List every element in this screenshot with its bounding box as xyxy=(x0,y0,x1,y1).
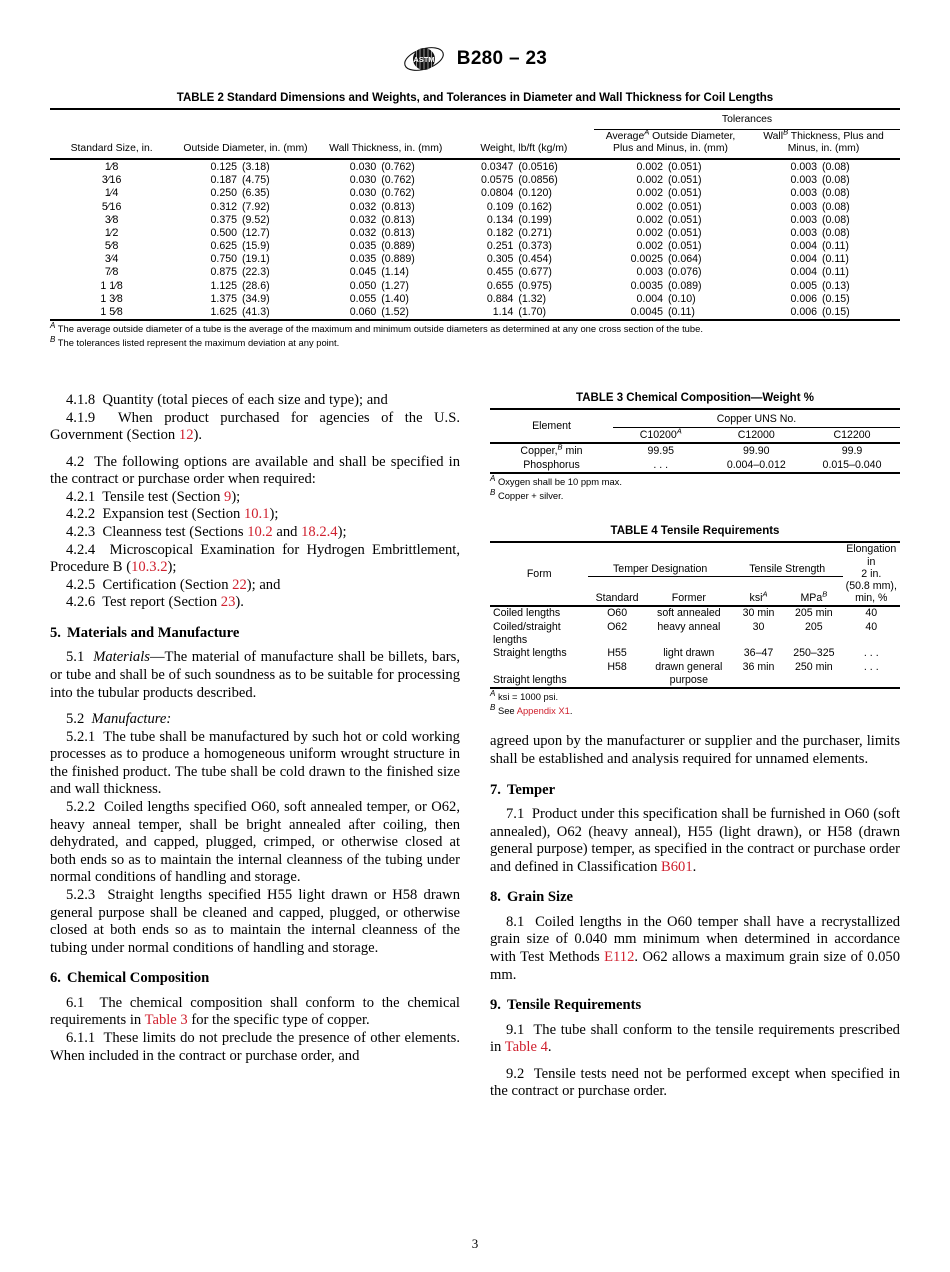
footnote-marker: A xyxy=(490,473,496,483)
table-2-tolerances-header: Tolerances xyxy=(594,109,900,130)
footnote-link[interactable]: Appendix X1 xyxy=(516,705,570,717)
table-4-footnotes xyxy=(490,688,900,718)
table-row xyxy=(50,253,900,266)
clause-number: 4.2.3 xyxy=(66,524,96,541)
cell-standard-size: 1⁄2 xyxy=(104,226,119,239)
clause-number: 5.2.1 xyxy=(66,728,96,745)
cell-mpa: 250–325 xyxy=(793,647,835,660)
table-3-col-element: Element xyxy=(532,419,571,432)
table-4-tensile-header: Tensile Strength xyxy=(732,542,843,576)
link-section-22[interactable]: 22 xyxy=(232,576,247,593)
table-row xyxy=(50,266,900,279)
cell-od-tolerance: 0.002 (0.051) xyxy=(636,174,702,187)
svg-text:ASTM: ASTM xyxy=(413,55,435,64)
footnote: B See Appendix X1. xyxy=(490,702,573,717)
cell-outside-diameter: 0.625 (15.9) xyxy=(210,240,270,253)
page-number: 3 xyxy=(471,1236,479,1251)
cell-outside-diameter: 0.312 (7.92) xyxy=(210,200,270,213)
clause-text: The following options are available and shall be specified in the contract or purchase order when required: xyxy=(50,453,460,488)
cell-former-temper: drawn general purpose xyxy=(655,661,723,686)
clause-number: 6.1 xyxy=(66,994,85,1011)
clause-number: 5.2 xyxy=(66,711,85,728)
table-row xyxy=(50,279,900,292)
table-4-bottom-rule xyxy=(490,688,900,689)
section-heading-9: 9. Tensile Requirements xyxy=(490,997,642,1014)
cell-wall-tolerance: 0.004 (0.11) xyxy=(790,266,849,279)
left-column xyxy=(50,392,460,1101)
cell-c10200: 99.95 xyxy=(647,445,675,457)
cell-od-tolerance: 0.002 (0.051) xyxy=(636,213,702,226)
cell-wall-thickness: 0.055 (1.40) xyxy=(349,292,409,305)
table-row xyxy=(50,292,900,305)
footnote-marker: B xyxy=(50,334,56,344)
paragraph-4-1-9: 4.1.9 When product purchased for agencies of the U.S. Government (Section 12). xyxy=(50,409,460,444)
cell-standard-size: 1⁄4 xyxy=(104,187,119,200)
table-2-body xyxy=(50,160,900,319)
table-3-col-c12200: C12200 xyxy=(833,428,871,441)
clause-number: 4.2.2 xyxy=(66,506,96,523)
cell-elong: 40 xyxy=(865,607,878,620)
clause-text: Straight lengths specified H55 light drawn or H58 drawn general purpose shall be cleaned and capped, plugged, or otherwise closed at both ends so as to maintain the internal cleanness of the tubing under normal conditions of handling and storage. xyxy=(50,886,460,956)
paragraph-5-2: 5.2 Manufacture: xyxy=(66,711,172,728)
cell-former-temper: heavy anneal xyxy=(657,621,721,634)
table-2-col-standard-size: Standard Size, in. xyxy=(70,143,153,155)
cell-weight: 0.109 (0.162) xyxy=(486,200,552,213)
clause-number: 4.2.4 xyxy=(66,541,96,558)
section-heading-7: 7. Temper xyxy=(490,781,556,798)
cell-outside-diameter: 0.750 (19.1) xyxy=(210,253,270,266)
cell-form: Coiled/straight lengths xyxy=(493,621,561,646)
table-4-body xyxy=(490,607,900,688)
table-row xyxy=(50,174,900,187)
paragraph-8-1: 8.1 Coiled lengths in the O60 temper shall have a recrystallized grain size of 0.040 mm minimum when determined in accordance with Test Methods E112. O62 allows a maximum grain size of 0.050 mm. xyxy=(490,913,901,983)
paragraph-4-2 xyxy=(50,454,460,489)
table-2-col-wall-tolerance: Wall$^B$ Thickness, Plus and Minus, in. (mm) xyxy=(763,127,884,155)
cell-former-temper: light drawn xyxy=(663,647,715,660)
table-3-container xyxy=(490,392,900,503)
link-section-10-1[interactable]: 10.1 xyxy=(243,506,270,523)
cell-weight: 0.884 (1.32) xyxy=(486,292,547,305)
astm-logo-icon xyxy=(403,44,445,74)
footnote-marker: A xyxy=(490,688,496,698)
cell-standard-size: 3⁄8 xyxy=(104,213,119,226)
clause-text: The tube shall be manufactured by such hot or cold working processes as to produce a homogeneous uniform wrought structure in the finished product. The tube shall be cold drawn to the finished size and wall thickness. xyxy=(50,728,460,798)
footnote-marker: B xyxy=(490,702,496,712)
paragraph-4-2-6: 4.2.6 Test report (Section 23). xyxy=(66,594,244,611)
cell-wall-tolerance: 0.003 (0.08) xyxy=(790,226,850,239)
table-row xyxy=(50,305,900,319)
cell-former-temper: soft annealed xyxy=(657,607,721,620)
table-3-footnotes xyxy=(490,473,900,503)
footnote xyxy=(490,490,900,502)
clause-text: Tensile tests need not be performed except when specified in the contract or purchase order. xyxy=(490,1065,900,1100)
table-row xyxy=(50,160,900,173)
clause-text: Coiled lengths specified O60, soft annealed temper, or O62, heavy anneal temper, shall be bright annealed after coiling, then dehydrated, and capped, plugged, crimped, or otherwise closed at both ends so as to maintain the internal cleanness of the tubing under normal conditions of handling and storage. xyxy=(50,799,461,886)
cell-standard-size: 1 1⁄8 xyxy=(100,279,123,292)
link-table-3[interactable]: Table 3 xyxy=(144,1012,188,1029)
cell-standard-temper: H58 xyxy=(607,661,627,674)
link-table-4[interactable]: Table 4 xyxy=(504,1039,548,1056)
paragraph-5-1: 5.1 Materials—The material of manufacture shall be billets, bars, or tube and shall be of such soundness as to be suitable for processing into the tubular products described. xyxy=(50,649,460,701)
cell-c12000: 0.004–0.012 xyxy=(726,459,786,471)
table-4-container xyxy=(490,525,900,718)
cell-standard-size: 3⁄4 xyxy=(104,253,119,266)
document-number: B280 – 23 xyxy=(456,48,548,69)
right-column xyxy=(490,392,900,1101)
cell-weight: 0.0347 (0.0516) xyxy=(480,160,558,173)
clause-number: 4.2.5 xyxy=(66,576,96,593)
clause-number: 6.1.1 xyxy=(66,1029,96,1046)
table-2-col-outside-diameter: Outside Diameter, in. (mm) xyxy=(183,143,308,155)
cell-wall-tolerance: 0.003 (0.08) xyxy=(790,200,850,213)
cell-element: Copper,$^B$ min xyxy=(520,442,583,457)
table-4-col-mpa: MPa$^B$ xyxy=(800,589,828,604)
cell-wall-tolerance: 0.003 (0.08) xyxy=(790,213,850,226)
link-section-18-2-4[interactable]: 18.2.4 xyxy=(301,524,338,541)
paragraph-9-1: 9.1 The tube shall conform to the tensile requirements prescribed in Table 4. xyxy=(490,1021,900,1056)
cell-weight: 0.0804 (0.120) xyxy=(480,187,552,200)
cell-wall-thickness: 0.030 (0.762) xyxy=(349,187,415,200)
table-row xyxy=(490,458,900,473)
table-4-title: TABLE 4 Tensile Requirements xyxy=(610,524,780,537)
table-2-group-header-row xyxy=(50,109,900,130)
cell-elong: . . . xyxy=(863,647,879,660)
clause-text: agreed upon by the manufacturer or supplier and the purchaser, limits shall be established and analysis required for unnamed elements. xyxy=(490,733,900,767)
clause-number: 8.1 xyxy=(506,913,525,930)
paragraph-4-2-4: 4.2.4 Microscopical Examination for Hydrogen Embrittlement, Procedure B (10.3.2); xyxy=(50,541,460,576)
clause-number: 4.2 xyxy=(66,453,85,470)
cell-standard-temper: O60 xyxy=(607,607,628,620)
footnote: A ksi = 1000 psi. xyxy=(490,688,559,702)
link-section-9[interactable]: 9 xyxy=(224,488,232,505)
table-3-bottom-rule xyxy=(490,473,900,474)
cell-weight: 0.134 (0.199) xyxy=(486,213,552,226)
cell-wall-tolerance: 0.003 (0.08) xyxy=(790,160,850,173)
footnote-text: Oxygen shall be 10 ppm max. xyxy=(495,476,622,487)
clause-number: 4.2.6 xyxy=(66,594,96,611)
cell-mpa: 205 xyxy=(805,621,823,634)
table-row xyxy=(50,200,900,213)
cell-outside-diameter: 1.375 (34.9) xyxy=(210,292,270,305)
paragraph-5-2-2 xyxy=(50,799,460,887)
cell-od-tolerance: 0.004 (0.10) xyxy=(636,292,696,305)
cell-weight: 0.182 (0.271) xyxy=(486,226,552,239)
cell-standard-temper: O62 xyxy=(607,621,628,634)
cell-od-tolerance: 0.002 (0.051) xyxy=(636,226,702,239)
table-row xyxy=(490,444,900,458)
table-3 xyxy=(490,408,900,474)
paragraph-6-1: 6.1 The chemical composition shall conform to the chemical requirements in Table 3 for the specific type of copper. xyxy=(50,994,460,1029)
cell-standard-size: 7⁄8 xyxy=(104,266,119,279)
document-header xyxy=(0,0,950,82)
cell-standard-size: 5⁄8 xyxy=(104,240,119,253)
link-e112[interactable]: E112 xyxy=(604,949,635,966)
table-4-col-former: Former xyxy=(671,591,706,604)
cell-wall-thickness: 0.050 (1.27) xyxy=(349,279,409,292)
cell-element: Phosphorus xyxy=(523,459,580,471)
clause-text: These limits do not preclude the presence of other elements. When included in the contract or purchase order, and xyxy=(50,1029,460,1064)
paragraph-4-2-2: 4.2.2 Expansion test (Section 10.1); xyxy=(66,506,279,523)
table-row xyxy=(490,647,900,661)
table-3-col-c12000: C12000 xyxy=(737,428,775,441)
cell-od-tolerance: 0.002 (0.051) xyxy=(636,240,702,253)
paragraph-6-1-1-continued xyxy=(490,733,900,768)
cell-c12000: 99.90 xyxy=(743,445,770,457)
table-4-col-ksi: ksi$^A$ xyxy=(749,589,768,604)
cell-c12200: 0.015–0.040 xyxy=(822,459,882,471)
table-3-body xyxy=(490,444,900,473)
table-4-temper-header: Temper Designation xyxy=(588,542,731,576)
cell-outside-diameter: 0.875 (22.3) xyxy=(210,266,270,279)
cell-wall-thickness: 0.032 (0.813) xyxy=(349,213,415,226)
cell-elong: 40 xyxy=(865,621,878,634)
cell-outside-diameter: 0.500 (12.7) xyxy=(210,226,270,239)
cell-wall-tolerance: 0.004 (0.11) xyxy=(790,240,849,253)
clause-number: 4.1.8 xyxy=(66,392,96,408)
table-4-group-header-row xyxy=(490,542,900,576)
table-2-container xyxy=(50,92,900,349)
section-heading-6: 6. Chemical Composition xyxy=(50,970,210,987)
clause-number: 4.1.9 xyxy=(66,409,96,426)
cell-standard-size: 3⁄16 xyxy=(101,174,122,187)
clause-number: 5.2.3 xyxy=(66,886,96,903)
table-4-col-standard: Standard xyxy=(595,591,639,604)
paragraph-4-2-1: 4.2.1 Tensile test (Section 9); xyxy=(66,488,241,505)
cell-wall-thickness: 0.035 (0.889) xyxy=(349,240,415,253)
cell-outside-diameter: 0.187 (4.75) xyxy=(210,174,270,187)
cell-wall-thickness: 0.060 (1.52) xyxy=(349,306,409,319)
cell-wall-tolerance: 0.004 (0.11) xyxy=(790,253,849,266)
table-3-group-header: Copper UNS No. xyxy=(613,409,900,427)
cell-weight: 0.251 (0.373) xyxy=(486,240,552,253)
cell-outside-diameter: 0.250 (6.35) xyxy=(210,187,270,200)
cell-od-tolerance: 0.002 (0.051) xyxy=(636,160,702,173)
table-row xyxy=(490,607,900,621)
footnote-text: Copper + silver. xyxy=(495,490,564,502)
table-2-col-avg-od-tolerance: Average$^A$ Outside Diameter, Plus and Minus, in. (mm) xyxy=(605,127,736,155)
cell-wall-thickness: 0.035 (0.889) xyxy=(349,253,415,266)
link-section-10-2[interactable]: 10.2 xyxy=(247,524,273,541)
cell-ksi: 30 min xyxy=(742,607,775,620)
clause-number: 9.2 xyxy=(506,1065,525,1082)
cell-od-tolerance: 0.003 (0.076) xyxy=(636,266,702,279)
footnote-marker: A xyxy=(50,320,56,330)
link-section-10-3-2[interactable]: 10.3.2 xyxy=(131,559,168,576)
clause-text: Quantity (total pieces of each size and type); and xyxy=(102,392,388,408)
cell-weight: 1.14 (1.70) xyxy=(492,306,547,319)
cell-od-tolerance: 0.002 (0.051) xyxy=(636,187,702,200)
table-3-col-c10200: $C10200^A$ xyxy=(639,425,682,441)
table-4 xyxy=(490,541,900,689)
cell-weight: 0.0575 (0.0856) xyxy=(480,174,558,187)
paragraph-4-2-3: 4.2.3 Cleanness test (Sections 10.2 and 18.2.4); xyxy=(66,524,347,541)
cell-wall-thickness: 0.030 (0.762) xyxy=(349,174,415,187)
cell-outside-diameter: 0.125 (3.18) xyxy=(210,160,270,173)
cell-mpa: 205 min xyxy=(795,607,833,620)
table-3-title: TABLE 3 Chemical Composition—Weight % xyxy=(576,392,814,404)
cell-wall-thickness: 0.030 (0.762) xyxy=(349,160,415,173)
cell-ksi: 30 xyxy=(752,621,765,634)
cell-standard-size: 5⁄16 xyxy=(101,200,122,213)
footnote xyxy=(50,320,900,335)
table-4-elongation-header: Elongation in 2 in. (50.8 mm), min, % xyxy=(845,543,897,605)
cell-standard-size: 1⁄8 xyxy=(104,160,119,173)
table-row xyxy=(50,226,900,239)
table-4-col-form: Form xyxy=(526,567,552,580)
paragraph-5-2-3 xyxy=(50,887,460,957)
link-b601[interactable]: B601 xyxy=(661,858,693,875)
table-2-col-wall-thickness: Wall Thickness, in. (mm) xyxy=(329,143,443,155)
table-2-title: TABLE 2 Standard Dimensions and Weights, and Tolerances in Diameter and Wall Thickness for Coil Lengths xyxy=(176,92,774,104)
cell-wall-thickness: 0.032 (0.813) xyxy=(349,200,415,213)
table-row xyxy=(490,660,900,687)
clause-number: 4.2.1 xyxy=(66,488,96,505)
cell-ksi: 36–47 xyxy=(743,647,774,660)
cell-outside-diameter: 0.375 (9.52) xyxy=(210,213,270,226)
clause-number: 7.1 xyxy=(506,806,525,823)
cell-weight: 0.455 (0.677) xyxy=(486,266,552,279)
table-3-group-header-row xyxy=(490,409,900,427)
cell-od-tolerance: 0.0045 (0.11) xyxy=(630,306,695,319)
cell-weight: 0.655 (0.975) xyxy=(486,279,552,292)
section-heading-8: 8. Grain Size xyxy=(490,889,574,906)
cell-ksi: 36 min xyxy=(742,661,775,674)
cell-wall-tolerance: 0.003 (0.08) xyxy=(790,187,850,200)
cell-form: Straight lengths xyxy=(493,647,567,660)
paragraph-4-2-5: 4.2.5 Certification (Section 22); and xyxy=(66,576,281,593)
footnote-text: The average outside diameter of a tube is the average of the maximum and minimum outside diameters as determined at any one cross section of the tube. xyxy=(55,322,703,334)
cell-standard-size: 1 5⁄8 xyxy=(100,306,123,319)
body-columns xyxy=(50,392,900,1101)
cell-wall-thickness: 0.045 (1.14) xyxy=(349,266,409,279)
clause-number: 9.1 xyxy=(506,1021,525,1038)
cell-wall-tolerance: 0.003 (0.08) xyxy=(790,174,850,187)
paragraph-6-1-1 xyxy=(50,1030,460,1065)
footnote xyxy=(50,334,900,349)
table-2-col-weight: Weight, lb/ft (kg/m) xyxy=(480,143,568,155)
section-heading-5: 5. Materials and Manufacture xyxy=(50,624,240,641)
cell-form: Straight lengths xyxy=(493,673,567,686)
clause-number: 5.1 xyxy=(66,649,85,666)
table-row xyxy=(50,187,900,200)
cell-od-tolerance: 0.0025 (0.064) xyxy=(630,253,702,266)
cell-outside-diameter: 1.625 (41.3) xyxy=(210,306,270,319)
footnote-marker: B xyxy=(490,488,496,498)
paragraph-9-2 xyxy=(490,1066,900,1101)
footnote-text: The tolerances listed represent the maximum deviation at any point. xyxy=(55,337,340,349)
cell-form: Coiled lengths xyxy=(493,607,561,620)
link-section-23[interactable]: 23 xyxy=(220,594,236,611)
cell-od-tolerance: 0.002 (0.051) xyxy=(636,200,702,213)
table-row xyxy=(50,213,900,226)
cell-wall-tolerance: 0.006 (0.15) xyxy=(790,306,850,319)
cell-od-tolerance: 0.0035 (0.089) xyxy=(630,279,702,292)
table-row xyxy=(50,240,900,253)
table-2 xyxy=(50,108,900,321)
paragraph-7-1: 7.1 Product under this specification shall be furnished in O60 (soft annealed), O62 (heavy anneal), H55 (light drawn), or H58 (drawn general purpose) temper, as specified in the contract or purchase order and defined in Classification B601. xyxy=(490,806,901,875)
cell-standard-temper: H55 xyxy=(607,647,627,660)
cell-wall-tolerance: 0.006 (0.15) xyxy=(790,292,850,305)
cell-elong: . . . xyxy=(863,661,879,674)
paragraph-4-1-8 xyxy=(50,392,460,410)
cell-c10200: . . . xyxy=(653,459,669,471)
cell-weight: 0.305 (0.454) xyxy=(486,253,552,266)
clause-number: 5.2.2 xyxy=(66,799,96,816)
cell-c12200: 99.9 xyxy=(841,445,863,457)
cell-mpa: 250 min xyxy=(795,661,833,674)
table-2-footnotes xyxy=(50,320,900,350)
footnote xyxy=(490,473,900,488)
table-2-bottom-rule xyxy=(50,320,900,321)
cell-outside-diameter: 1.125 (28.6) xyxy=(210,279,270,292)
table-row xyxy=(490,621,900,647)
cell-standard-size: 1 3⁄8 xyxy=(100,292,123,305)
cell-wall-thickness: 0.032 (0.813) xyxy=(349,226,415,239)
table-2-header-row xyxy=(50,130,900,160)
link-section-12[interactable]: 12 xyxy=(178,427,194,444)
cell-wall-tolerance: 0.005 (0.13) xyxy=(790,279,850,292)
paragraph-5-2-1 xyxy=(50,729,460,799)
